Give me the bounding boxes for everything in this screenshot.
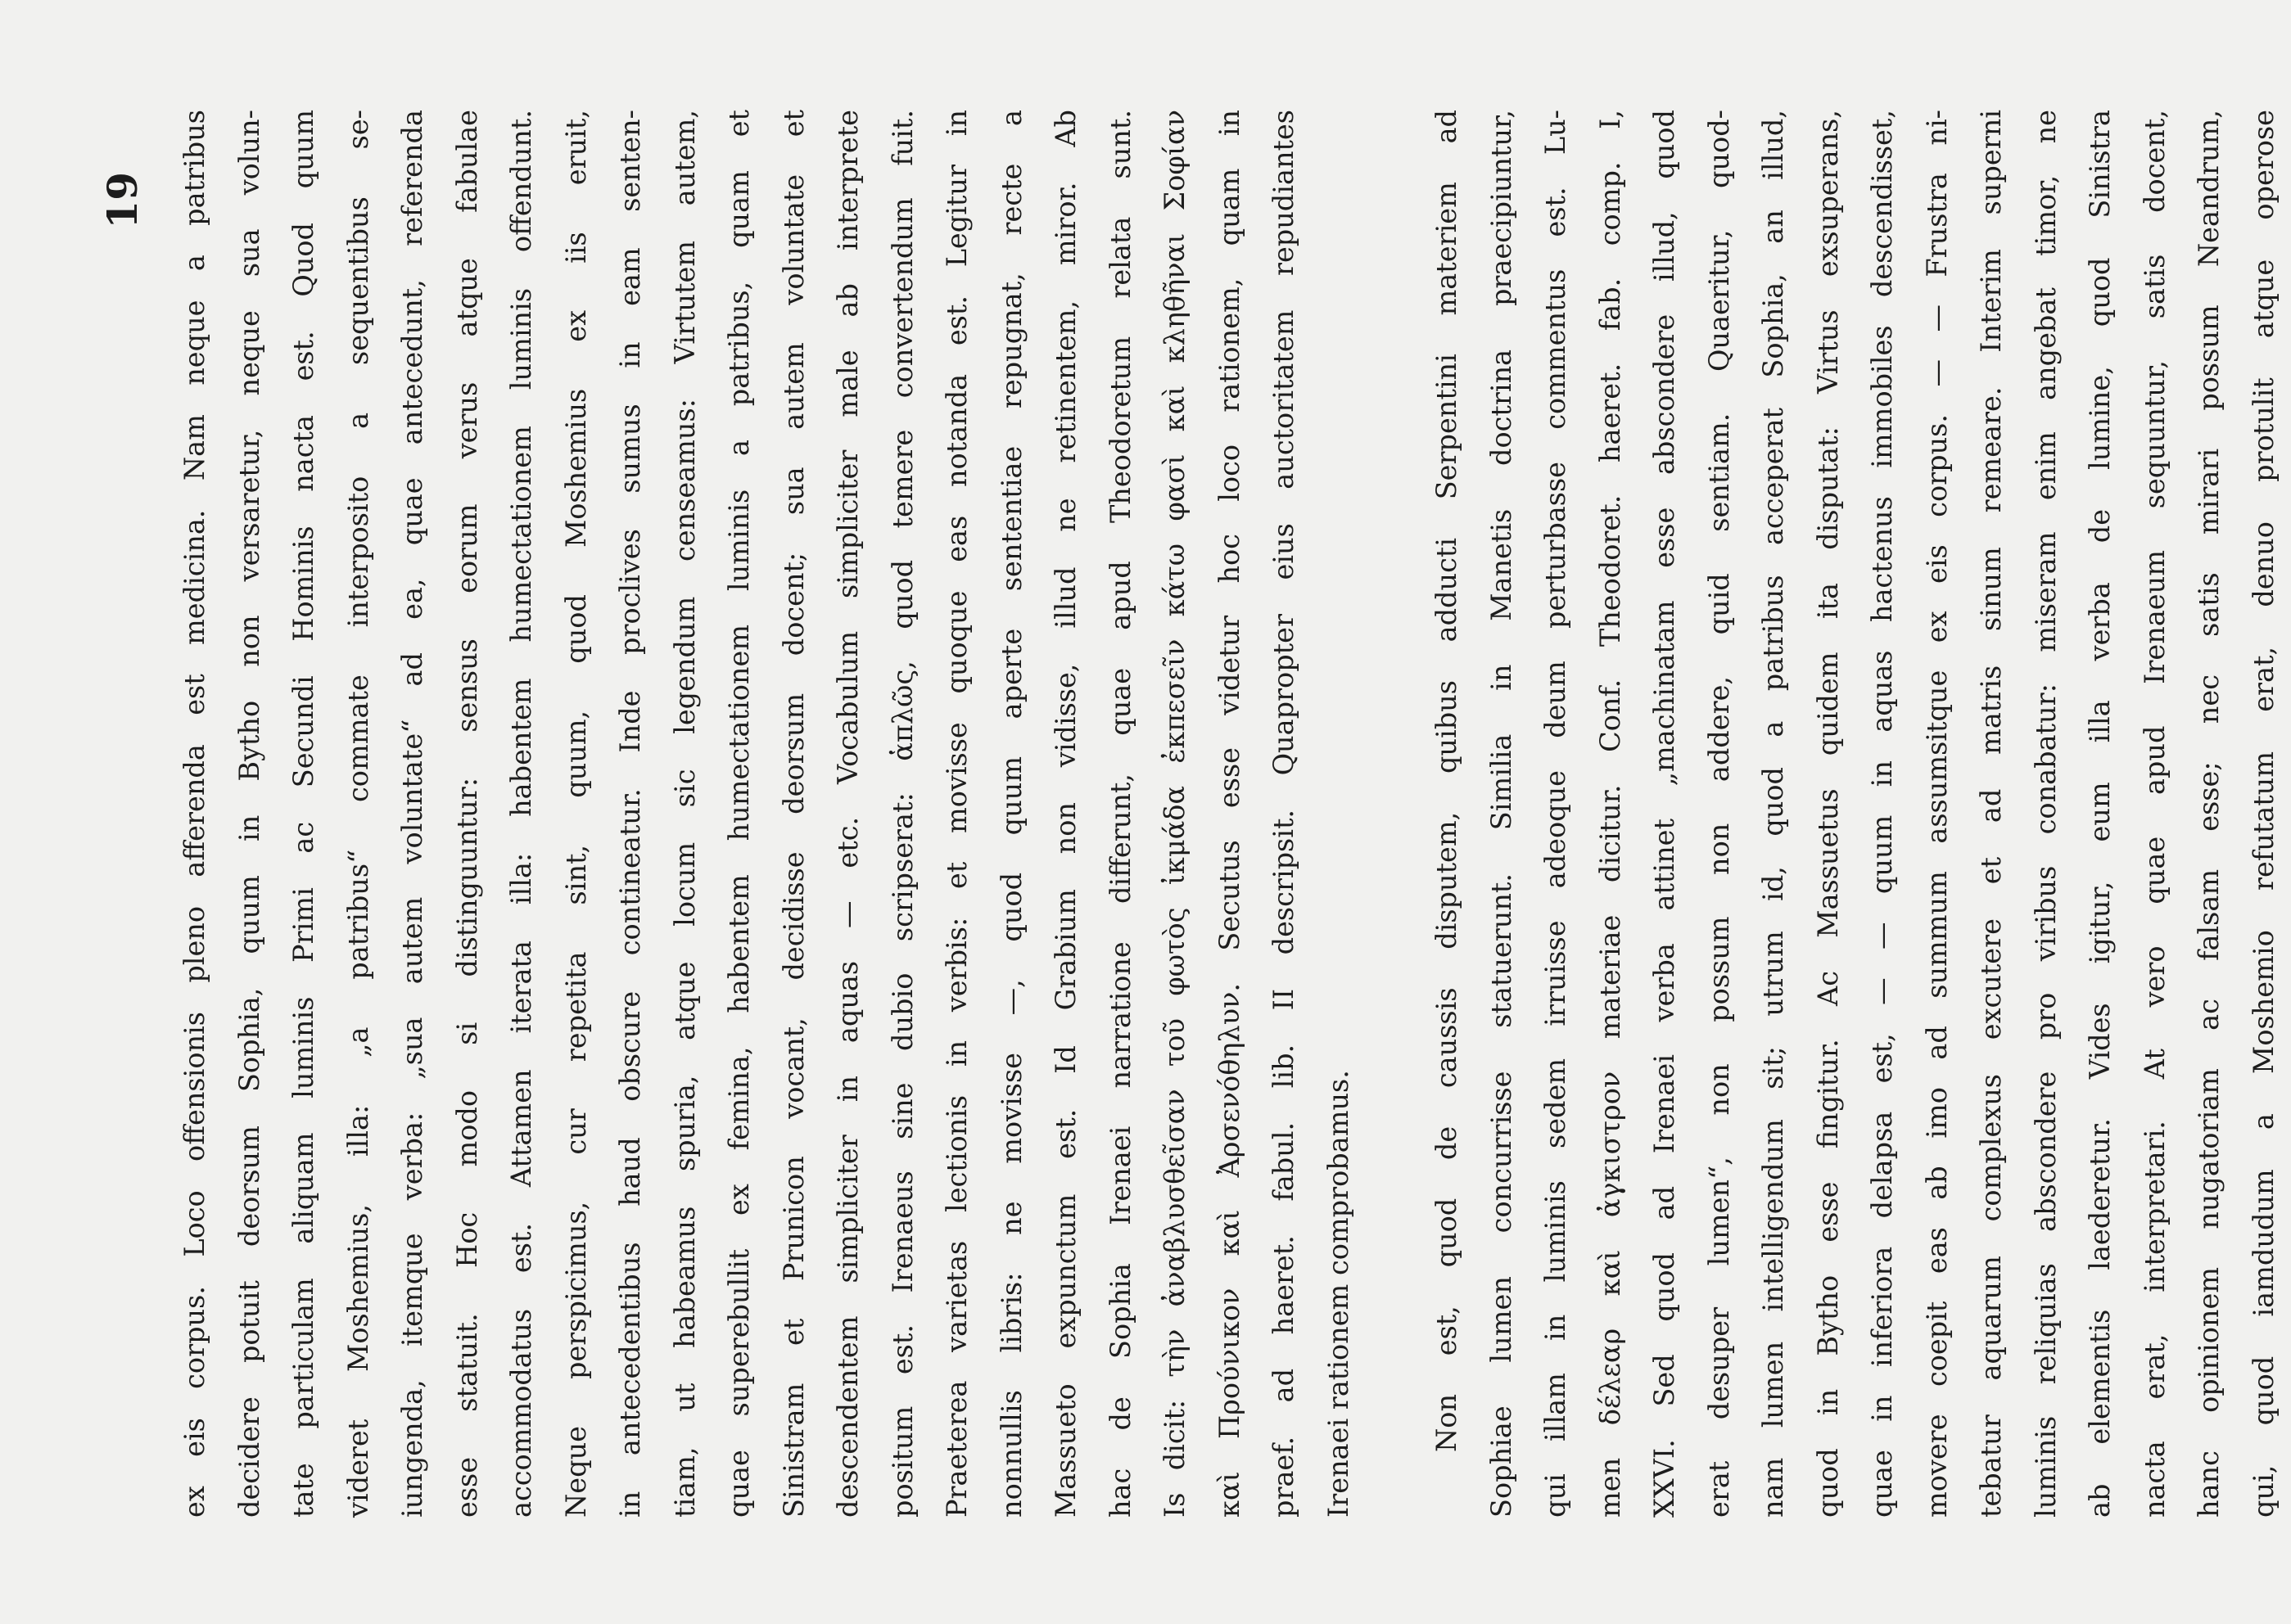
body-text	[168, 110, 2291, 1518]
text-line: qui, quod iamdudum a Moshemio refutatum erat, denuo protulit atque operose	[2247, 110, 2280, 1518]
text-line: esse statuit. Hoc modo si distinguuntur: sensus eorum verus atque fabulae	[450, 110, 483, 1518]
text-line: Neque perspicimus, cur repetita sint, quum, quod Moshemius ex iis eruit,	[559, 110, 592, 1518]
text-line: tiam, ut habeamus spuria, atque locum sic legendum censeamus: Virtutem autem,	[668, 110, 701, 1518]
text-line: tate particulam aliquam luminis Primi ac Secundi Hominis nacta est. Quod quum	[287, 110, 319, 1518]
text-line: descendentem simpliciter in aquas — etc. Vocabulum simpliciter male ab interprete	[832, 110, 864, 1518]
text-line: iungenda, itemque verba: „sua autem voluntate“ ad ea, quae antecedunt, referenda	[396, 110, 428, 1518]
text-line: nonnullis libris: ne movisse —, quod quum aperte sententiae repugnat, recte a	[995, 110, 1028, 1518]
text-line: Non est, quod de caussis disputem, quibus adducti Serpentini materiem ad	[1430, 110, 1462, 1452]
text-line: Praeterea varietas lectionis in verbis: et movisse quoque eas notanda est. Legitur in	[941, 110, 973, 1518]
page-number: 19	[98, 172, 147, 229]
text-line: Is dicit: τὴν ἀναβλυσθεῖσαν τοῦ φωτὸς ἰκμάδα ἐκπεσεῖν κάτω φασὶ καὶ κληθῆναι Σοφίαν	[1159, 110, 1191, 1518]
paragraph-gap	[1366, 110, 1420, 1518]
text-line: in antecedentibus haud obscure contineatur. Inde proclives sumus in eam senten-	[614, 110, 646, 1518]
text-line: decidere potuit deorsum Sophia, quum in Bytho non versaretur, neque sua volun-	[233, 110, 265, 1518]
text-line: hac de Sophia Irenaei narratione differunt, quae apud Theodoretum relata sunt.	[1104, 110, 1136, 1518]
text-line: Massueto expunctum est. Id Grabium non vidisse, illud ne retinentem, miror. Ab	[1050, 110, 1082, 1518]
text-line: nam lumen intelligendum sit; utrum id, quod a patribus acceperat Sophia, an illud,	[1757, 110, 1789, 1518]
text-line: Sinistram et Prunicon vocant, decidisse deorsum docent; sua autem voluntate et	[777, 110, 810, 1518]
text-line: quae superebullit ex femina, habentem humectationem luminis a patribus, quam et	[723, 110, 755, 1518]
text-line: accommodatus est. Attamen iterata illa: habentem humectationem luminis offendunt.	[505, 110, 537, 1518]
text-line: men δέλεαρ καὶ ἀγκιστρον materiae dicitur. Conf. Theodoret. haeret. fab. comp. I,	[1593, 110, 1626, 1518]
text-line: erat desuper lumen“, non possum non addere, quid sentiam. Quaeritur, quod-	[1702, 110, 1735, 1518]
text-line: nacta erat, interpretari. At vero quae apud Irenaeum sequuntur, satis docent,	[2138, 110, 2171, 1518]
text-line: movere coepit eas ab imo ad summum assumsitque ex eis corpus. — — Frustra ni-	[1920, 110, 1953, 1518]
text-line: videret Moshemius, illa: „a patribus“ commate interposito a sequentibus se-	[341, 110, 374, 1518]
text-line: hanc opinionem nugatoriam ac falsam esse; nec satis mirari possum Neandrum,	[2193, 110, 2225, 1518]
text-line: ex eis corpus. Loco offensionis pleno afferenda est medicina. Nam neque a patribus	[178, 110, 210, 1518]
text-line: luminis reliquias abscondere pro viribus conabatur: miseram enim angebat timor, ne	[2029, 110, 2062, 1518]
text-line: quae in inferiora delapsa est, — — quum in aquas hactenus immobiles descendisset,	[1866, 110, 1898, 1518]
text-line: καὶ Προύνικον καὶ Ἀρσενόθηλυν. Secutus esse videtur hoc loco rationem, quam in	[1213, 110, 1245, 1518]
text-line: Sophiae lumen concurrisse statuerunt. Similia in Manetis doctrina praecipiuntur,	[1484, 110, 1517, 1518]
paragraph-2	[1420, 110, 2291, 1518]
text-line: praef. ad haeret. fabul. lib. II descripsit. Quapropter eius auctoritatem repudiantes	[1268, 110, 1299, 1518]
text-line: ab elementis laederetur. Vides igitur, eum illa verba de lumine, quod Sinistra	[2084, 110, 2116, 1518]
text-line: XXVI. Sed quod ad Irenaei verba attinet „machinatam esse abscondere illud, quod	[1648, 110, 1680, 1518]
text-line: quod in Bytho esse fingitur. Ac Massuetus quidem ita disputat: Virtus exsuperans,	[1811, 110, 1844, 1518]
text-line: qui illam in luminis sedem irruisse adeoque deum perturbasse commentus est. Lu-	[1539, 110, 1571, 1518]
text-line: positum est. Irenaeus sine dubio scripserat: ἁπλῶς, quod temere convertendum fuit.	[886, 110, 919, 1518]
text-line: Irenaei rationem comprobamus.	[1322, 1070, 1354, 1518]
paragraph-1	[168, 110, 1366, 1518]
text-line: tebatur aquarum complexus excutere et ad matris sinum remeare. Interim superni	[1975, 110, 2007, 1518]
